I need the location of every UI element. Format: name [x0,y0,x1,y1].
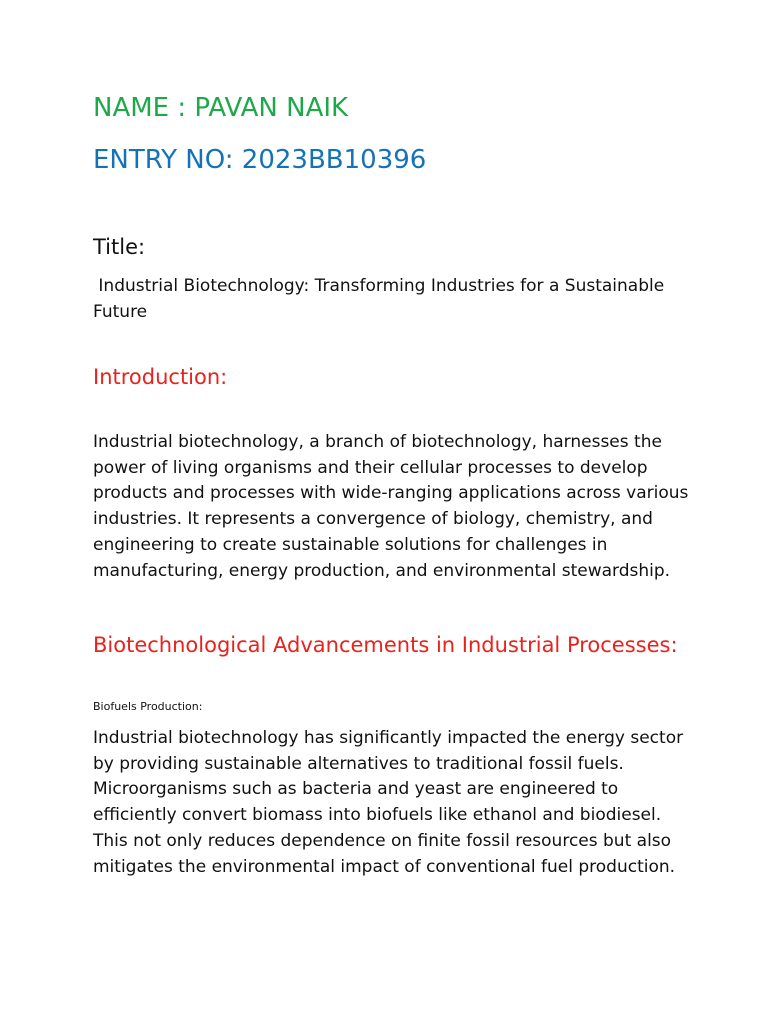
biofuels-paragraph [93,726,693,880]
paragraph-line: by providing sustainable alternatives to traditional fossil fuels. [93,753,624,774]
paragraph-line: industries. It represents a convergence of biology, chemistry, and [93,509,653,530]
introduction-paragraph [93,430,693,584]
paragraph-line: efficiently convert biomass into biofuels like ethanol and biodiesel. [93,805,662,826]
paragraph-line: Microorganisms such as bacteria and yeast are engineered to [93,779,619,800]
title-line: Industrial Biotechnology: Transforming Industries for a Sustainable [93,276,665,296]
student-name: NAME : PAVAN NAIK [93,93,349,123]
introduction-heading: Introduction: [93,365,228,389]
advancements-heading: Biotechnological Advancements in Industrial Processes: [93,633,678,657]
document-title [93,273,683,325]
title-label: Title: [93,235,146,259]
title-line: Future [93,302,148,322]
paragraph-line: engineering to create sustainable solutions for challenges in [93,534,608,555]
entry-number: ENTRY NO: 2023BB10396 [93,145,427,175]
paragraph-line: products and processes with wide-ranging applications across various [93,483,689,504]
paragraph-line: mitigates the environmental impact of conventional fuel production. [93,856,676,877]
paragraph-line: Industrial biotechnology, a branch of biotechnology, harnesses the [93,432,662,452]
paragraph-line: manufacturing, energy production, and environmental stewardship. [93,560,671,581]
paragraph-line: power of living organisms and their cellular processes to develop [93,457,648,478]
paragraph-line: This not only reduces dependence on finite fossil resources but also [93,830,672,851]
paragraph-line: Industrial biotechnology has significantly impacted the energy sector [93,728,684,748]
biofuels-subheading: Biofuels Production: [93,700,203,713]
